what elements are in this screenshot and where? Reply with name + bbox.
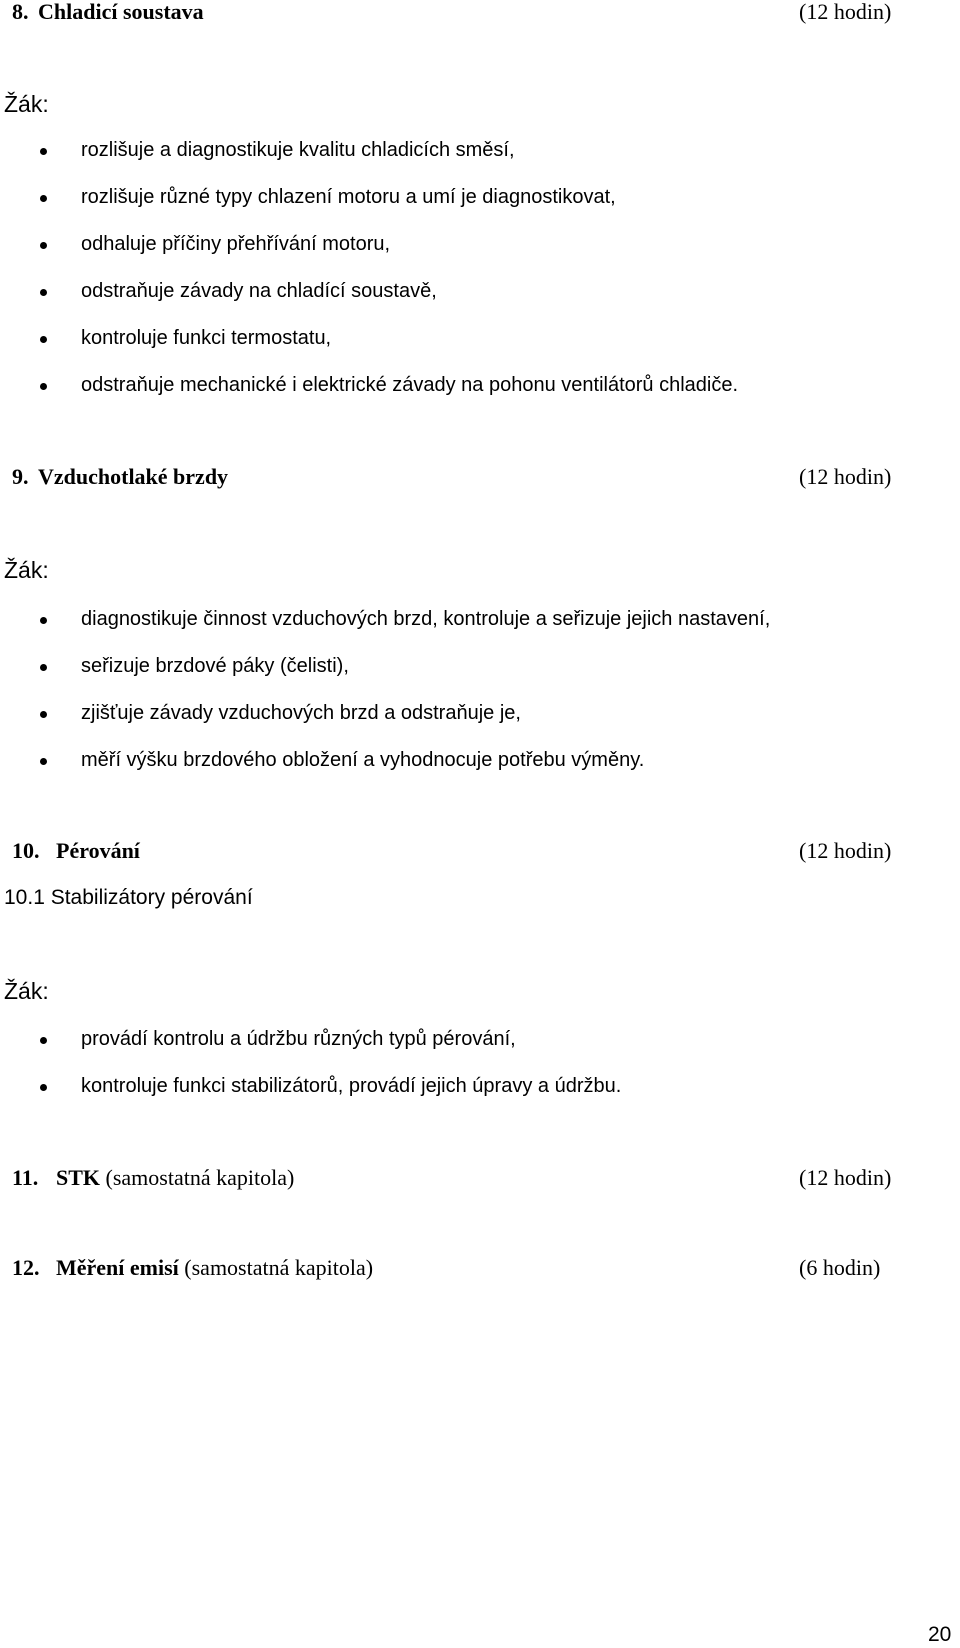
list-item: seřizuje brzdové páky (čelisti), — [0, 643, 960, 690]
section-11-title-rest: (samostatná kapitola) — [100, 1165, 295, 1190]
bullet-icon — [40, 383, 47, 390]
section-11-number: 11. — [12, 1165, 39, 1190]
list-item: rozlišuje různé typy chlazení motoru a umí je diagnostikovat, — [0, 174, 960, 221]
section-9-list — [0, 596, 960, 784]
list-item: diagnostikuje činnost vzduchových brzd, kontroluje a seřizuje jejich nastavení, — [0, 596, 960, 643]
bullet-icon — [40, 195, 47, 202]
section-8-zak-label: Žák: — [4, 91, 49, 117]
section-12-title-bold: Měření emisí — [56, 1255, 179, 1280]
section-10-hours: (12 hodin) — [799, 838, 892, 863]
bullet-icon — [40, 617, 47, 624]
section-9-zak-label: Žák: — [4, 557, 49, 583]
bullet-icon — [40, 336, 47, 343]
section-10-list — [0, 1016, 960, 1110]
list-item: měří výšku brzdového obložení a vyhodnocuje potřebu výměny. — [0, 737, 960, 784]
section-12-hours: (6 hodin) — [799, 1255, 881, 1280]
list-item: odstraňuje závady na chladící soustavě, — [0, 268, 960, 315]
page-number: 20 — [928, 1623, 952, 1646]
bullet-icon — [40, 758, 47, 765]
section-12-heading — [0, 1253, 960, 1283]
section-10-zak-label: Žák: — [4, 978, 49, 1004]
list-item: zjišťuje závady vzduchových brzd a odstraňuje je, — [0, 690, 960, 737]
section-8-number: 8. — [12, 0, 29, 24]
bullet-icon — [40, 289, 47, 296]
section-11-heading — [0, 1163, 960, 1193]
section-11-title — [56, 1163, 294, 1193]
section-11-hours: (12 hodin) — [799, 1165, 892, 1190]
section-10-title: Pérování — [56, 838, 140, 863]
section-10-heading — [0, 836, 960, 866]
section-11-title-bold: STK — [56, 1165, 101, 1190]
subsection-10-1-title: 10.1 Stabilizátory pérování — [4, 886, 253, 909]
section-8-heading — [0, 0, 960, 27]
list-item: provádí kontrolu a údržbu různých typů pérování, — [0, 1016, 960, 1063]
section-9-heading — [0, 462, 960, 492]
section-9-hours: (12 hodin) — [799, 464, 892, 489]
list-item: rozlišuje a diagnostikuje kvalitu chladicích směsí, — [0, 127, 960, 174]
list-item: odstraňuje mechanické i elektrické závady na pohonu ventilátorů chladiče. — [0, 362, 960, 409]
bullet-icon — [40, 1084, 47, 1091]
section-8-hours: (12 hodin) — [799, 0, 892, 24]
list-item: odhaluje příčiny přehřívání motoru, — [0, 221, 960, 268]
bullet-icon — [40, 148, 47, 155]
section-8-list — [0, 127, 960, 409]
bullet-icon — [40, 1037, 47, 1044]
list-item: kontroluje funkci termostatu, — [0, 315, 960, 362]
section-12-number: 12. — [12, 1255, 40, 1280]
bullet-icon — [40, 242, 47, 249]
section-8-title: Chladicí soustava — [38, 0, 204, 24]
bullet-icon — [40, 664, 47, 671]
bullet-icon — [40, 711, 47, 718]
section-12-title — [56, 1253, 373, 1283]
section-12-title-rest: (samostatná kapitola) — [178, 1255, 374, 1280]
section-9-title: Vzduchotlaké brzdy — [38, 464, 229, 489]
section-9-number: 9. — [12, 464, 29, 489]
list-item: kontroluje funkci stabilizátorů, provádí jejich úpravy a údržbu. — [0, 1063, 960, 1110]
section-10-number: 10. — [12, 838, 40, 863]
